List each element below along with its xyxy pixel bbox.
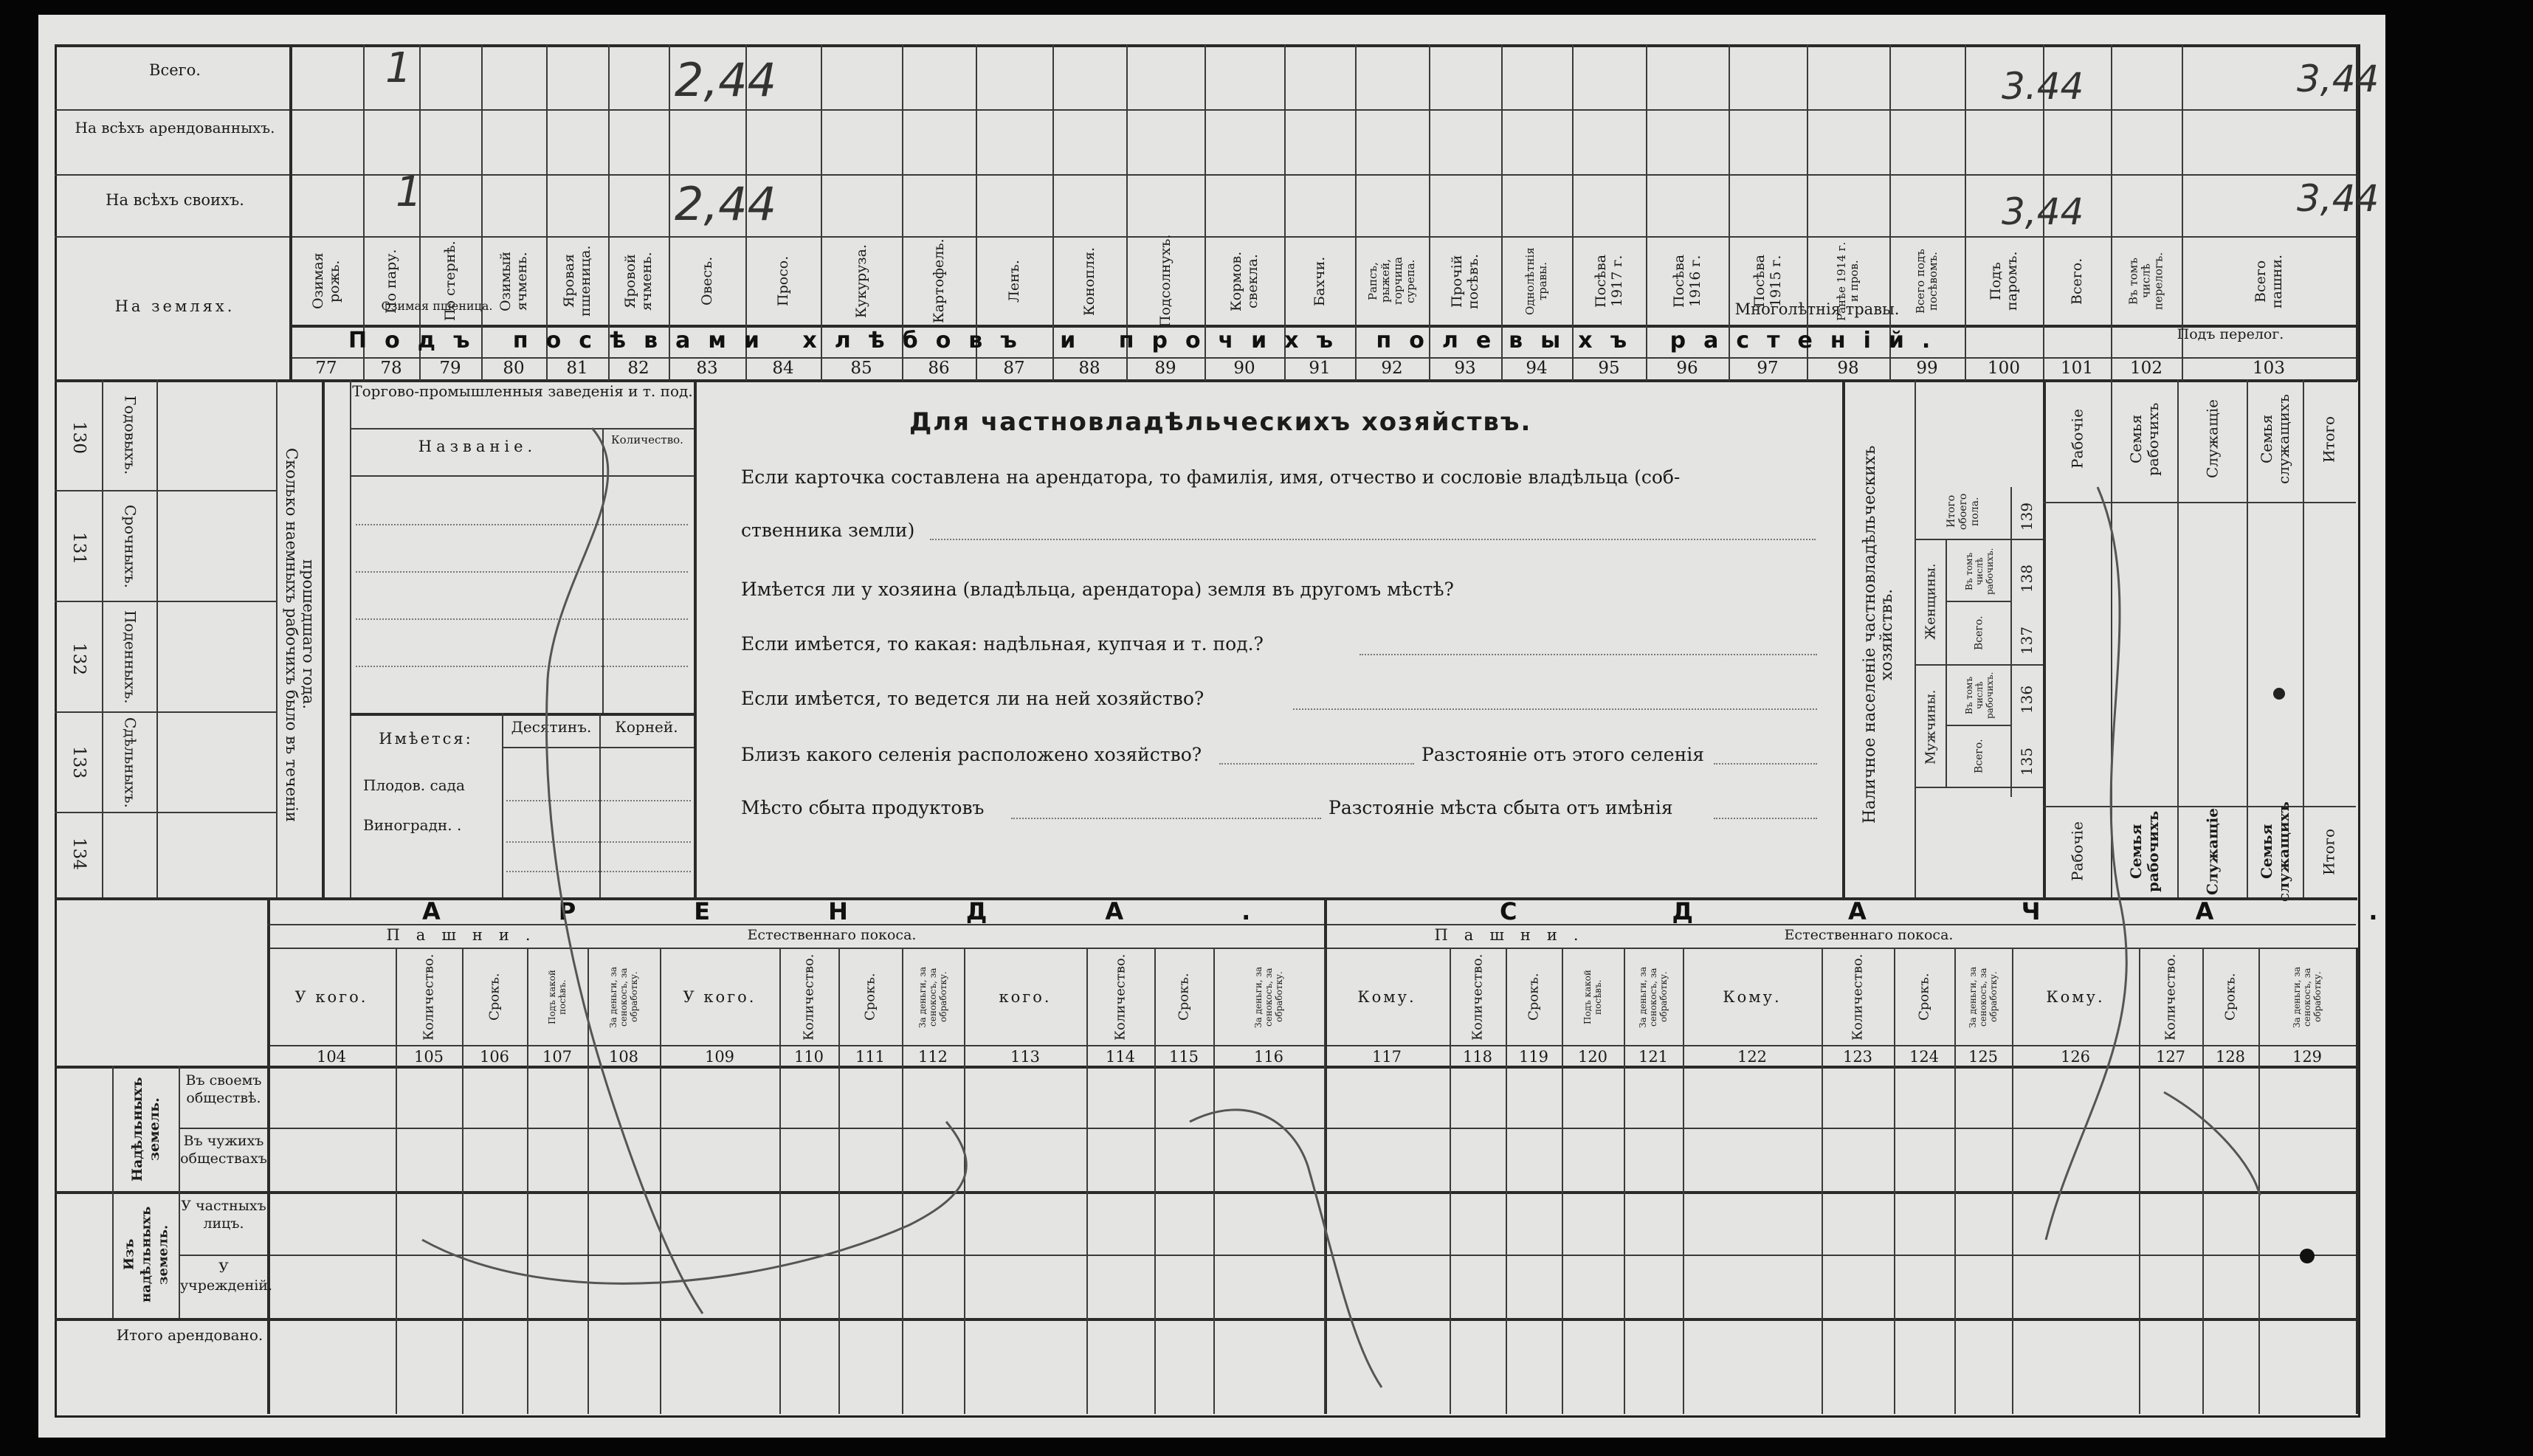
bottom-col-label: Количество. (421, 953, 437, 1041)
bottom-col-label: Срокъ. (1176, 973, 1192, 1021)
group-iz-nadelnykh: Изъ надѣльныхъ земель. (121, 1206, 171, 1303)
mnogolet-label: Многолѣтнiя травы. (1734, 300, 1900, 318)
bottom-col-label: За деньги, за сенокосъ, за обработку. (1638, 966, 1669, 1028)
top-col-label: Всего пашни. (2253, 254, 2285, 308)
arenda-title: АРЕНДА. (422, 897, 1369, 925)
bottom-col-label: Количество. (1850, 953, 1866, 1041)
bottom-col-label: Срокъ. (486, 973, 503, 1021)
top-col-label: Посѣва 1916 г. (1671, 254, 1703, 308)
trade-name-header: Названiе. (418, 438, 537, 455)
private-l2: ственника земли) (741, 520, 915, 541)
pashni-arenda: Пашни. (386, 926, 547, 944)
num-138: 138 (2018, 564, 2036, 593)
top-col-number: 96 (1676, 359, 1698, 378)
row-label-uchrezhd: У учрежденiй. (180, 1260, 273, 1294)
top-col-label: Посѣва 1915 г. (1751, 254, 1784, 308)
top-col-label: Въ томъ числѣ перелогъ. (2126, 252, 2165, 311)
label-133: Сдѣльныхъ. (121, 717, 139, 808)
top-col-label: Ленъ. (1006, 260, 1022, 303)
right-col-itogo-top: Итого (2320, 415, 2338, 463)
top-col-label: Подсолнухъ. (1157, 234, 1174, 328)
bottom-col-number: 129 (2292, 1048, 2323, 1066)
top-col-label: Яровой ячмень. (622, 252, 655, 311)
bottom-col-label: За деньги, за сенокосъ, за обработку. (1253, 966, 1284, 1028)
top-col-number: 94 (1526, 359, 1548, 378)
private-l7a: Мѣсто сбыта продуктовъ (741, 797, 985, 818)
top-col-number: 95 (1598, 359, 1620, 378)
top-col-label: Ранѣе 1914 г. и пров. (1835, 241, 1861, 321)
top-col-number: 81 (566, 359, 588, 378)
num-130: 130 (69, 421, 89, 454)
hand-r1c23: 3.44 (2002, 65, 2084, 108)
bottom-col-number: 106 (479, 1048, 510, 1066)
top-col-number: 86 (928, 359, 950, 378)
top-col-label: Однолѣтнiя травы. (1523, 247, 1549, 315)
row-label-svoikh: На всѣхъ своихъ. (106, 191, 244, 209)
top-col-label: Прочiй посѣвъ. (1449, 253, 1481, 309)
private-title: Для частновладѣльческихъ хозяйствъ. (909, 407, 1532, 437)
bottom-col-label: Кому. (2046, 988, 2105, 1006)
num-136: 136 (2018, 685, 2036, 714)
pencil-scribbles (38, 15, 2385, 1438)
bottom-col-label: Срокъ. (1916, 973, 1932, 1021)
row-label-vsego: Всего. (149, 61, 201, 79)
bottom-col-label: Количество. (1469, 953, 1486, 1041)
women-vsego: Всего. (1973, 615, 1985, 651)
row-label-na-zemlyakh: На землях. (114, 297, 235, 315)
trade-des-header: Десятинъ. (511, 718, 592, 736)
bottom-col-number: 116 (1253, 1048, 1284, 1066)
top-col-number: 84 (772, 359, 794, 378)
right-col-semya-rab-bot: Семья рабочихъ (2127, 810, 2162, 893)
right-col-itogo-bot: Итого (2320, 828, 2338, 875)
num-134: 134 (69, 838, 89, 870)
bottom-col-number: 126 (2060, 1048, 2091, 1066)
right-col-sluzh-top: Служащiе (2203, 399, 2222, 479)
right-col-sluzh-bot: Служащiе (2203, 808, 2222, 895)
row-label-svoem: Въ своемъ обществѣ. (185, 1072, 262, 1106)
top-col-number: 98 (1837, 359, 1859, 378)
bottom-col-label: У кого. (683, 988, 757, 1006)
top-col-number: 79 (439, 359, 461, 378)
top-col-label: Озимая рожь. (310, 252, 342, 310)
pod-pereloga-label: Подъ перелог. (2177, 326, 2284, 342)
top-col-number: 91 (1309, 359, 1331, 378)
bottom-col-number: 105 (413, 1048, 444, 1066)
bottom-col-label: У кого. (294, 988, 368, 1006)
top-col-number: 93 (1454, 359, 1476, 378)
top-col-number: 103 (2253, 359, 2285, 378)
top-col-number: 101 (2061, 359, 2093, 378)
top-col-label: Просо. (775, 255, 791, 307)
bottom-col-number: 125 (1968, 1048, 1999, 1066)
top-col-number: 102 (2130, 359, 2162, 378)
private-l4: Если имѣется, то какая: надѣльная, купчая и т. под.? (741, 633, 1264, 655)
bottom-col-number: 107 (542, 1048, 573, 1066)
right-col-semya-sl-top: Семья служащихъ (2258, 394, 2292, 484)
bottom-col-label: За деньги, за сенокосъ, за обработку. (917, 966, 948, 1028)
pokos-sdacha: Естественнаго покоса. (1784, 927, 1954, 943)
bottom-col-number: 111 (855, 1048, 886, 1066)
bottom-col-number: 118 (1462, 1048, 1493, 1066)
top-col-number: 82 (627, 359, 649, 378)
bottom-col-number: 117 (1371, 1048, 1402, 1066)
sown-banner: Подъ посѣвами хлѣбовъ и прочихъ полевыхъ растенiй. (348, 328, 1948, 353)
bottom-col-number: 110 (793, 1048, 824, 1066)
bottom-col-number: 122 (1737, 1048, 1768, 1066)
right-col-semya-sl-bot: Семья служащихъ (2258, 801, 2292, 902)
trade-qty-header: Количество. (611, 433, 683, 446)
top-col-label: Подъ паромъ. (1988, 251, 2020, 311)
trade-vin: Виноградн. . (363, 816, 462, 834)
census-card-sheet (38, 15, 2533, 1438)
top-col-label: Картофель. (931, 238, 947, 324)
num-139: 139 (2018, 502, 2036, 531)
private-l3: Имѣется ли у хозяина (владѣльца, арендатора) земля въ другомъ мѣстѣ? (741, 579, 1454, 600)
top-col-number: 77 (315, 359, 337, 378)
trade-sad: Плодов. сада (363, 776, 465, 794)
pashni-sdacha: Пашни. (1434, 926, 1595, 944)
hand-r1c2: 1 (385, 44, 412, 92)
label-131: Срочныхъ. (121, 504, 139, 588)
bottom-col-label: Подъ какой посѣвъ. (1582, 970, 1603, 1024)
num-133: 133 (69, 746, 89, 779)
top-col-label: По пару. (383, 249, 399, 314)
right-col-semya-rab-top: Семья рабочихъ (2127, 402, 2162, 476)
bottom-col-number: 121 (1638, 1048, 1669, 1066)
right-col-rabochie-top: Рабочiе (2068, 409, 2086, 469)
private-l7b: Разстоянiе мѣста сбыта отъ имѣнiя (1328, 797, 1673, 818)
top-col-number: 83 (696, 359, 718, 378)
bottom-col-number: 127 (2155, 1048, 2186, 1066)
top-col-label: Овесъ. (699, 256, 715, 306)
top-col-number: 87 (1003, 359, 1025, 378)
top-col-label: Всего. (2069, 258, 2085, 305)
top-col-label: Посѣва 1917 г. (1593, 254, 1625, 308)
bottom-col-number: 114 (1105, 1048, 1136, 1066)
hand-r3c27: 3,44 (2297, 177, 2379, 220)
num-137: 137 (2018, 626, 2036, 655)
trade-korn-header: Корней. (615, 718, 678, 736)
top-col-label: По стернѣ. (442, 241, 458, 322)
top-col-number: 97 (1757, 359, 1779, 378)
top-col-label: Кормов. свекла. (1228, 251, 1261, 311)
hand-r1c27: 3,44 (2297, 58, 2379, 100)
bottom-col-label: Кому. (1357, 988, 1416, 1006)
hand-r3c23: 3,44 (2002, 190, 2084, 233)
bottom-col-number: 113 (1010, 1048, 1041, 1066)
row-label-chuzhikh: Въ чужихъ обществахъ (180, 1133, 267, 1167)
bottom-col-number: 120 (1577, 1048, 1608, 1066)
num-131: 131 (69, 532, 89, 565)
top-col-label: Озимый ячмень. (497, 251, 530, 311)
men-vsego: Всего. (1973, 739, 1985, 774)
group-nadelnykh: Надѣльныхъ земель. (129, 1077, 162, 1181)
bottom-col-label: кого. (999, 988, 1052, 1006)
men-rabochikh: Въ томъ числѣ рабочихъ. (1964, 672, 1995, 719)
top-col-label: Рапсъ, рыжей, горчица сурепа. (1366, 257, 1417, 306)
top-col-number: 78 (380, 359, 402, 378)
ozimaya-label: Озимая пшеница. (381, 299, 493, 313)
top-col-number: 80 (503, 359, 525, 378)
population-women: Женщины. (1923, 563, 1939, 640)
top-col-label: Бахчи. (1312, 256, 1328, 306)
bottom-col-label: Срокъ. (2222, 973, 2239, 1021)
bottom-col-number: 123 (1842, 1048, 1873, 1066)
bottom-col-label: Количество. (1112, 953, 1128, 1041)
bottom-col-number: 124 (1909, 1048, 1940, 1066)
top-col-label: Кукуруза. (853, 244, 869, 319)
bottom-col-label: Срокъ. (1526, 973, 1542, 1021)
itogo-oboego: Итого обоего пола. (1946, 493, 1981, 530)
pokos-arenda: Естественнаго покоса. (747, 927, 917, 943)
private-l6a: Близъ какого селенiя расположено хозяйство? (741, 744, 1202, 765)
row-label-chastnykh: У частныхъ лицъ. (181, 1198, 266, 1232)
private-l5: Если имѣется, то ведется ли на ней хозяйство? (741, 688, 1205, 709)
bottom-col-number: 109 (704, 1048, 735, 1066)
bottom-col-label: Количество. (2162, 953, 2179, 1041)
population-men: Мужчины. (1923, 689, 1939, 765)
bottom-col-label: За деньги, за сенокосъ, за обработку. (608, 966, 639, 1028)
bottom-col-label: За деньги, за сенокосъ, за обработку. (2292, 966, 2323, 1028)
trade-imeetsya: Имѣется: (379, 730, 473, 748)
bottom-col-number: 108 (608, 1048, 639, 1066)
right-col-rabochie-bot: Рабочiе (2068, 821, 2086, 882)
bottom-col-label: Кому. (1723, 988, 1782, 1006)
top-col-number: 89 (1154, 359, 1176, 378)
workers-side-label: Сколько наемныхъ рабочихъ было въ теченiи прошедшаго года. (283, 447, 317, 822)
bottom-col-number: 112 (917, 1048, 948, 1066)
num-132: 132 (69, 643, 89, 675)
bottom-col-number: 115 (1168, 1048, 1199, 1066)
population-side: Наличное населенiе частновладѣльческихъ хозяйствъ. (1861, 445, 1896, 824)
hand-r3c6: 2,44 (675, 177, 777, 231)
row-label-arendovannykh: На всѣхъ арендованныхъ. (75, 119, 275, 137)
private-l1: Если карточка составлена на арендатора, то фамилiя, имя, отчество и сословiе владѣльца (соб- (741, 466, 1681, 488)
trade-title: Торгово-промышленныя заведенiя и т. под. (352, 382, 693, 400)
bottom-col-label: Срокъ. (862, 973, 878, 1021)
top-col-number: 88 (1078, 359, 1100, 378)
top-col-label: Яровая пшеница. (561, 245, 593, 317)
private-l6b: Разстоянiе отъ этого селенiя (1421, 744, 1705, 765)
top-col-label: Конопля. (1081, 246, 1097, 316)
label-132: Поденныхъ. (121, 610, 139, 704)
num-135: 135 (2018, 747, 2036, 776)
label-130: Годовыхъ. (121, 396, 139, 475)
bottom-col-label: Количество. (801, 953, 817, 1041)
bottom-col-number: 104 (316, 1048, 347, 1066)
top-col-number: 100 (1988, 359, 2020, 378)
bottom-col-label: За деньги, за сенокосъ, за обработку. (1968, 966, 1999, 1028)
sdacha-title: СДАЧА. (1500, 897, 2533, 925)
bottom-col-number: 128 (2215, 1048, 2246, 1066)
top-col-number: 92 (1381, 359, 1403, 378)
top-col-number: 99 (1916, 359, 1938, 378)
bottom-col-number: 119 (1518, 1048, 1549, 1066)
row-label-itogo: Итого арендовано. (116, 1326, 263, 1344)
top-col-label: Всего подъ посѣвомъ. (1914, 249, 1940, 314)
women-rabochikh: Въ томъ числѣ рабочихъ. (1964, 548, 1995, 595)
top-col-number: 85 (850, 359, 872, 378)
hand-r3c2: 1 (396, 168, 422, 216)
hand-r1c6: 2,44 (675, 53, 777, 107)
top-col-number: 90 (1233, 359, 1255, 378)
bottom-col-label: Подъ какой посѣвъ. (547, 970, 568, 1024)
